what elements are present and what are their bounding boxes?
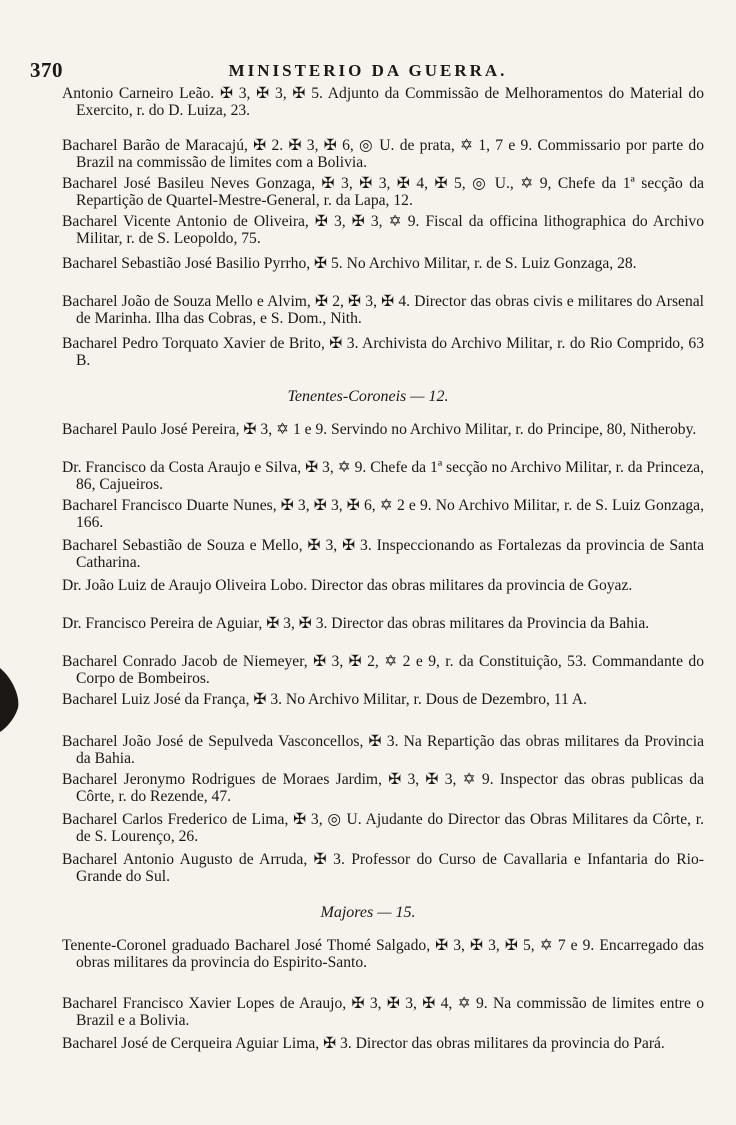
- list-entry: Bacharel João de Souza Mello e Alvim, ✠ 2, ✠ 3, ✠ 4. Director das obras civis e militares do Arsenal de Marinha. Ilha das Cobras, e S. Dom., Nith.: [62, 293, 704, 327]
- list-entry: Bacharel Jeronymo Rodrigues de Moraes Jardim, ✠ 3, ✠ 3, ✡ 9. Inspector das obras publicas da Côrte, r. do Rezende, 47.: [62, 771, 704, 805]
- list-entry: Bacharel Francisco Xavier Lopes de Araujo, ✠ 3, ✠ 3, ✠ 4, ✡ 9. Na commissão de limites entre o Brazil e a Bolivia.: [62, 995, 704, 1029]
- section-heading-tenentes-coroneis: Tenentes-Coroneis — 12.: [287, 388, 449, 405]
- list-entry: Bacharel José de Cerqueira Aguiar Lima, ✠ 3. Director das obras militares da provincia do Pará.: [62, 1035, 665, 1052]
- list-entry: Antonio Carneiro Leão. ✠ 3, ✠ 3, ✠ 5. Adjunto da Commissão de Melhoramentos do Material do Exercito, r. do D. Luiza, 23.: [62, 85, 704, 119]
- list-entry: Bacharel Sebastião de Souza e Mello, ✠ 3, ✠ 3. Inspeccionando as Fortalezas da provincia de Santa Catharina.: [62, 537, 704, 571]
- page-header: [30, 58, 706, 80]
- list-entry: Bacharel Pedro Torquato Xavier de Brito, ✠ 3. Archivista do Archivo Militar, r. do Rio Comprido, 63 B.: [62, 335, 704, 369]
- list-entry: Bacharel Antonio Augusto de Arruda, ✠ 3. Professor do Curso de Cavallaria e Infantaria do Rio-Grande do Sul.: [62, 851, 704, 885]
- list-entry: Bacharel Francisco Duarte Nunes, ✠ 3, ✠ 3, ✠ 6, ✡ 2 e 9. No Archivo Militar, r. de S. Luiz Gonzaga, 166.: [62, 497, 704, 531]
- list-entry: Bacharel Paulo José Pereira, ✠ 3, ✡ 1 e 9. Servindo no Archivo Militar, r. do Principe, 80, Nitheroby.: [62, 421, 697, 438]
- list-entry: Bacharel Barão de Maracajú, ✠ 2. ✠ 3, ✠ 6, ◎ U. de prata, ✡ 1, 7 e 9. Commissario por parte do Brazil na commissão de limites com a Bolivia.: [62, 137, 704, 171]
- list-entry: Dr. João Luiz de Araujo Oliveira Lobo. Director das obras militares da provincia de Goyaz.: [62, 577, 633, 594]
- list-entry: Bacharel José Basileu Neves Gonzaga, ✠ 3, ✠ 3, ✠ 4, ✠ 5, ◎ U., ✡ 9, Chefe da 1ª secção da Repartição de Quartel-Mestre-General, r. da Lapa, 12.: [62, 175, 704, 209]
- list-entry: Bacharel João José de Sepulveda Vasconcellos, ✠ 3. Na Repartição das obras militares da Provincia da Bahia.: [62, 733, 704, 767]
- list-entry: Bacharel Luiz José da França, ✠ 3. No Archivo Militar, r. Dous de Dezembro, 11 A.: [62, 691, 588, 708]
- list-entry: Bacharel Carlos Frederico de Lima, ✠ 3, ◎ U. Ajudante do Director das Obras Militares da Côrte, r. de S. Lourenço, 26.: [62, 811, 704, 845]
- running-title: MINISTERIO DA GUERRA.: [228, 61, 508, 80]
- page-number: 370: [30, 58, 63, 82]
- list-entry: Bacharel Vicente Antonio de Oliveira, ✠ 3, ✠ 3, ✡ 9. Fiscal da officina lithographica do Archivo Militar, r. de S. Leopoldo, 75.: [62, 213, 704, 247]
- section-heading-majores: Majores — 15.: [320, 904, 416, 921]
- list-entry: Dr. Francisco da Costa Araujo e Silva, ✠ 3, ✡ 9. Chefe da 1ª secção no Archivo Militar, r. da Princeza, 86, Cajueiros.: [62, 459, 704, 493]
- list-entry: Dr. Francisco Pereira de Aguiar, ✠ 3, ✠ 3. Director das obras militares da Provincia da Bahia.: [62, 615, 650, 632]
- list-entry: Bacharel Sebastião José Basilio Pyrrho, ✠ 5. No Archivo Militar, r. de S. Luiz Gonzaga, 28.: [62, 255, 637, 272]
- binding-shadow: [0, 668, 22, 732]
- list-entry: Bacharel Conrado Jacob de Niemeyer, ✠ 3, ✠ 2, ✡ 2 e 9, r. da Constituição, 53. Commandante do Corpo de Bombeiros.: [62, 653, 704, 687]
- list-entry: Tenente-Coronel graduado Bacharel José Thomé Salgado, ✠ 3, ✠ 3, ✠ 5, ✡ 7 e 9. Encarregado das obras militares da provincia do Espirito-Santo.: [62, 937, 704, 971]
